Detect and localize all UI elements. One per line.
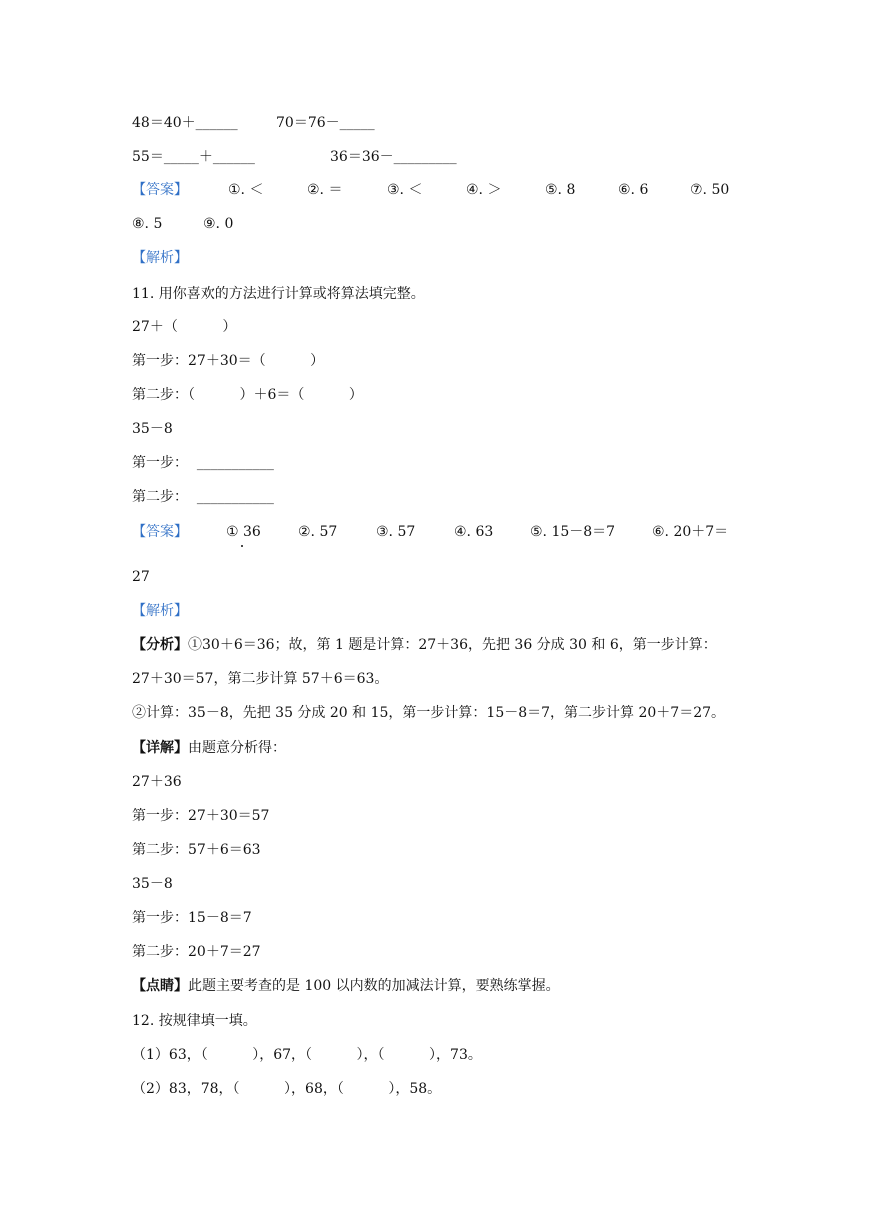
q11-answer-1: ① 36 [226,524,261,540]
q11-fenxi-line1 [132,635,717,655]
q10-answer-4: ④. ＞ [466,182,502,198]
q10-answer-6: ⑥. 6 [618,182,649,198]
q11-answer-5: ⑤. 15－8＝7 [530,524,616,540]
q11-question: 11. 用你喜欢的方法进行计算或将算法填完整。 [132,286,425,302]
q11-step1b: 第一步： ___________ [132,455,274,471]
answer-dot-mark [241,545,243,547]
q11-answer-6: ⑥. 20＋7＝ [652,524,729,540]
q12-part1: （1）63，（ ），67，（ ），（ ），73。 [132,1047,482,1063]
q10-answer-2: ②. ＝ [307,182,343,198]
xiangjie-text: 由题意分析得： [188,740,286,756]
q10-answer-5: ⑤. 8 [545,182,576,198]
fenxi-label: 【分析】 [132,637,188,653]
q10-answer-1: ①. ＜ [228,182,264,198]
q11-answer-tag: 【答案】 [132,524,188,540]
q12-part2: （2）83，78，（ ），68，（ ），58。 [132,1081,442,1097]
xiangjie-label: 【详解】 [132,740,188,756]
q11-step1a: 第一步：27＋30＝（ ） [132,353,325,369]
q11-fenxi-line2: 27＋30＝57，第二步计算 57＋6＝63。 [132,671,389,687]
q10-row1-right: 70＝76－_____ [276,115,375,131]
q10-row2-right: 36＝36－_________ [330,149,457,165]
q10-answer-3: ③. ＜ [387,182,423,198]
q11-fenxi-line3: ②计算：35－8，先把 35 分成 20 和 15，第一步计算：15－8＝7，第二步计算 20＋7＝27。 [132,705,726,721]
q11-answer-wrap: 27 [132,569,150,585]
q11-step2a: 第二步：（ ）＋6＝（ ） [132,387,363,403]
q11-expr1: 27＋（ ） [132,319,237,335]
q10-row1-left: 48＝40＋______ [132,115,238,131]
q10-answer-tag: 【答案】 [132,182,188,198]
q10-analysis-tag: 【解析】 [132,250,188,266]
q11-detail-2: 第一步：27＋30＝57 [132,808,270,824]
q11-analysis-tag: 【解析】 [132,603,188,619]
q11-detail-6: 第二步：20＋7＝27 [132,944,261,960]
q12-question: 12. 按规律填一填。 [132,1013,257,1029]
q11-answer-3: ③. 57 [376,524,416,540]
q11-expr2: 35－8 [132,421,173,437]
q11-answer-2: ②. 57 [298,524,338,540]
fenxi-text-1: ①30＋6＝36；故，第 1 题是计算：27＋36，先把 36 分成 30 和 6，第一步计算： [188,637,717,653]
q11-dianjing [132,976,560,996]
q11-answer-4: ④. 63 [454,524,494,540]
q10-answer-7: ⑦. 50 [690,182,730,198]
q11-detail-1: 27＋36 [132,774,182,790]
q11-step2b: 第二步： ___________ [132,489,274,505]
q10-answer-8: ⑧. 5 [132,216,163,232]
q11-xiangjie [132,738,286,758]
q10-answer-9: ⑨. 0 [203,216,234,232]
dianjing-text: 此题主要考查的是 100 以内数的加减法计算，要熟练掌握。 [188,978,560,994]
q10-row2-left: 55＝_____＋______ [132,149,255,165]
q11-detail-3: 第二步：57＋6＝63 [132,842,261,858]
q11-detail-4: 35－8 [132,876,173,892]
q11-detail-5: 第一步：15－8＝7 [132,910,252,926]
dianjing-label: 【点睛】 [132,978,188,994]
